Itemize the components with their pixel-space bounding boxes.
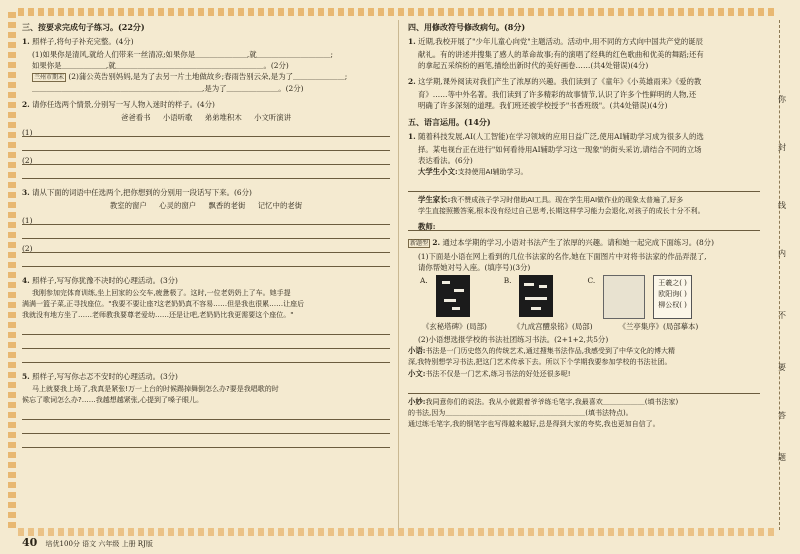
question-text: 照样子,将句子补充完整。(4分) — [32, 37, 134, 46]
calligraphy-row — [408, 275, 760, 319]
q5-example-2: 候忘了歌词怎么办?……我越想越紧张,心提到了嗓子眼儿。 — [22, 396, 203, 404]
calligrapher-liu[interactable]: 柳公权( ) — [658, 301, 687, 309]
answer-line[interactable] — [408, 384, 760, 394]
paragraph: (1)下面是小语在网上看到的几位书法家的名作,她在下面图片中对将书法家的作品弄混了, — [418, 252, 707, 261]
speaker-text: 我同意你们的说法。我从小就跟着爷爷练毛笔字,我最喜欢＿＿＿＿＿＿(填书法家) — [425, 398, 679, 406]
q3-options: 教室的窗户 心灵的窗户 飘香的老街 记忆中的老街 — [109, 201, 303, 210]
line-label: (1) — [22, 128, 33, 137]
q4-example-3: 我就没有地方坐了……老师教我要尊老爱幼……还是让吧,老奶奶比我更需要这个座位。" — [22, 311, 294, 319]
answer-line[interactable] — [22, 243, 390, 253]
paragraph: 这学期,课外阅读对我们产生了浓厚的兴趣。我们读到了《童年》《小英雄雨来》《爱的教 — [418, 77, 702, 86]
r-question-1 — [408, 36, 760, 47]
paragraph: 的拿起五采缤纷的画笔,描绘出新时代的美好画卷……(共4处错误)(4分) — [418, 61, 649, 70]
speaker-text-cont: 深,我特别想学习书法,把这门艺术传承下去。所以下个学期我要参加学校的书法社团。 — [408, 358, 672, 366]
paragraph: 通过本学期的学习,小语对书法产生了浓厚的兴趣。请和她一起完成下面练习。(8分) — [442, 238, 714, 247]
question-3 — [22, 187, 390, 198]
q2-options: 爸爸看书 小语听歌 弟弟堆积木 小文听演讲 — [120, 113, 292, 122]
answer-line[interactable] — [22, 438, 390, 448]
answer-line[interactable] — [22, 229, 390, 239]
question-text: 照样子,写写你犹豫不决时的心理活动。(3分) — [32, 276, 178, 285]
calligrapher-ouyang[interactable]: 欧阳询( ) — [658, 290, 687, 298]
answer-line[interactable] — [22, 127, 390, 137]
question-text: 请你任选两个情景,分别写一写人物入迷时的样子。(4分) — [32, 100, 215, 109]
speaker-text: 支持使用AI辅助学习。 — [457, 168, 528, 176]
student-opinion — [408, 166, 760, 178]
q1-sub2b: ＿＿＿＿＿＿＿＿＿＿＿＿＿＿＿＿＿＿＿＿＿＿＿,是为了＿＿＿＿＿＿＿。(2分) — [32, 84, 304, 93]
calligraphy-image-b — [519, 275, 553, 317]
question-text: 照样子,写写你忐忑不安时的心理活动。(3分) — [32, 372, 178, 381]
teacher-answer-line[interactable] — [408, 221, 760, 231]
notice-char: 你 — [778, 95, 786, 104]
r-question-2 — [408, 76, 760, 87]
parent-opinion — [408, 194, 760, 206]
answer-line[interactable] — [22, 410, 390, 420]
speaker-label: 教师: — [418, 222, 436, 231]
line-label: (2) — [22, 244, 33, 253]
notice-char: 线 — [778, 201, 786, 210]
decorative-border-top — [18, 8, 778, 16]
notice-char: 题 — [778, 453, 786, 462]
speaker-text: 书法是一门历史悠久的传统艺术,通过搜集书法作品,我感受到了中华文化的博大精 — [425, 347, 675, 355]
option-b-label: B. — [503, 276, 512, 285]
question-5 — [22, 371, 390, 382]
notice-char: 要 — [778, 363, 786, 372]
answer-line[interactable] — [22, 141, 390, 151]
question-number: 3. — [22, 188, 30, 197]
r5-question-2 — [408, 237, 760, 249]
source-tag: 兰州市期末 — [34, 74, 65, 81]
option-c-label: C. — [587, 276, 596, 285]
paragraph: 表达看法。(6分) — [418, 156, 473, 165]
q1-sub1: (1)如果你是清风,就给人们带来一丝清凉;如果你是＿＿＿＿＿＿＿,就＿＿＿＿＿＿＿＿＿＿; — [32, 50, 333, 59]
question-number: 1. — [408, 132, 416, 141]
question-4 — [22, 275, 390, 286]
q1-sub2-text: (2)蒲公英告别妈妈,是为了去另一片土地做故乡;春雨告别云朵,是为了＿＿＿＿＿＿＿; — [68, 72, 348, 81]
calligrapher-names-box — [653, 275, 692, 319]
calligraphy-image-a — [436, 275, 470, 317]
line-label: (2) — [22, 156, 33, 165]
answer-line[interactable] — [22, 169, 390, 179]
line-label: (1) — [22, 216, 33, 225]
calligraphy-image-c — [603, 275, 645, 319]
speaker-text: 我不赞成孩子学习时借助AI工具。现在学生用AI做作业的现象太普遍了,好多 — [450, 196, 684, 204]
answer-line[interactable] — [22, 257, 390, 267]
page-footer — [22, 536, 153, 549]
answer-line[interactable] — [22, 424, 390, 434]
decorative-border-left — [8, 8, 16, 528]
answer-line[interactable] — [22, 339, 390, 349]
paragraph: 近期,我校开展了"少年儿童心向党"主题活动。活动中,用不同的方式向中国共产党的诞辰 — [418, 37, 704, 46]
question-number: 1. — [22, 37, 30, 46]
answer-line[interactable] — [22, 155, 390, 165]
q1-sub2 — [22, 71, 390, 83]
dialogue-xiaowen — [408, 368, 760, 380]
speaker-text-cont: 学生直接照搬答案,根本没有经过自己思考,长期这样学习能力会退化,对孩子的成长十分不利。 — [418, 207, 705, 215]
speaker-label: 小语: — [408, 346, 426, 355]
speaker-text-cont: 通过练毛笔字,我的钢笔字也写得越来越好,总是得到大家的夸奖,我也更加自信了。 — [408, 420, 660, 428]
question-number: 2. — [432, 238, 441, 247]
page-number: 40 — [22, 536, 38, 549]
question-number: 4. — [22, 276, 30, 285]
section4-title: 四、用修改符号修改病句。(8分) — [408, 22, 526, 32]
speaker-label: 小妙: — [408, 397, 426, 406]
caption-c: 《兰亭集序》(局部摹本) — [618, 322, 699, 331]
speaker-label: 小文: — [408, 369, 426, 378]
answer-line[interactable] — [22, 325, 390, 335]
notice-char: 不 — [778, 311, 786, 320]
q5-example-1: 马上就要我上场了,我真是紧张!万一上台的时候踢掉舞倒怎么办?要是我唱歌的时 — [32, 385, 279, 393]
seal-line-notice — [770, 20, 798, 540]
question-number: 2. — [408, 77, 416, 86]
answer-line[interactable] — [22, 215, 390, 225]
caption-b: 《九成宫醴泉铭》(局部) — [512, 322, 593, 331]
caption-a: 《玄秘塔碑》(局部) — [422, 322, 487, 331]
footer-text: 培优100分 语文 六年级 上册 RJ版 — [45, 540, 153, 548]
caption-row — [408, 321, 760, 332]
paragraph: 献礼。有的讲述并搜集了感人的革命故事;有的演唱了经典的红色歌曲和优美的舞蹈;还有 — [418, 50, 704, 59]
question-number: 1. — [408, 37, 416, 46]
answer-line[interactable] — [408, 182, 760, 192]
paragraph: 明确了许多深刻的道理。我们班还被学校授予"书香班级"。(共4处错误)(4分) — [418, 101, 668, 110]
q4-example-2: 满满一篮子菜,正寻找座位。"我要不要让座?这老奶奶真不容易……但是我也很累……让座后 — [22, 300, 305, 308]
q4-example-1: 我刚参加完体育训练,坐上回家的公交车,疲惫极了。这时,一位老奶奶上了车。她手提 — [32, 289, 291, 297]
question-1 — [22, 36, 390, 47]
left-column — [22, 22, 390, 448]
speaker-label: 大学生小文: — [418, 167, 458, 176]
question-text: 请从下面的词语中任选两个,把你想到的分别用一段话写下来。(6分) — [32, 188, 252, 197]
paragraph: 请你帮她对号入座。(填序号)(3分) — [418, 263, 531, 272]
notice-char: 答 — [778, 411, 786, 420]
q1-sub1b: 如果你是＿＿＿＿＿＿,就＿＿＿＿＿＿＿＿＿＿＿＿＿＿＿＿＿＿＿＿。(2分) — [32, 61, 289, 70]
dialogue-xiaoyu — [408, 345, 760, 357]
r5-question-1 — [408, 131, 760, 142]
paragraph: 择。某电视台正在进行"如何看待用AI辅助学习这一现象"的街头采访,请结合不同的立场 — [418, 145, 702, 154]
calligrapher-wang[interactable]: 王羲之( ) — [658, 279, 687, 287]
paragraph: (2)小语想选报学校的书法社团练习书法。(2+1+2,共5分) — [418, 335, 609, 344]
question-number: 2. — [22, 100, 30, 109]
speaker-label: 学生家长: — [418, 195, 451, 204]
option-a-label: A. — [420, 276, 428, 285]
right-column — [408, 22, 760, 430]
question-number: 5. — [22, 372, 30, 381]
answer-line[interactable] — [22, 353, 390, 363]
new-type-tag: 新题型 — [410, 240, 429, 247]
notice-char: 内 — [778, 249, 786, 258]
paragraph: 育》……等中外名著。我们读到了许多精彩的故事情节,认识了许多个性鲜明的人物,还 — [418, 90, 697, 99]
question-2 — [22, 99, 390, 110]
column-divider — [398, 20, 399, 530]
section3-title: 三、按要求完成句子练习。(22分) — [22, 22, 145, 32]
speaker-text-cont: 的书法,因为＿＿＿＿＿＿＿＿＿＿＿＿＿＿＿＿＿＿＿＿(填书法特点)。 — [408, 409, 633, 417]
speaker-text: 书法不仅是一门艺术,练习书法的好处还很多呢! — [425, 370, 571, 378]
section5-title: 五、语言运用。(14分) — [408, 117, 491, 127]
notice-char: 封 — [778, 143, 786, 152]
dialogue-xiaomiao — [408, 396, 760, 408]
paragraph: 随着科技发展,AI(人工智能)在学习领域的应用日益广泛,使用AI辅助学习成为很多人的选 — [418, 132, 704, 141]
